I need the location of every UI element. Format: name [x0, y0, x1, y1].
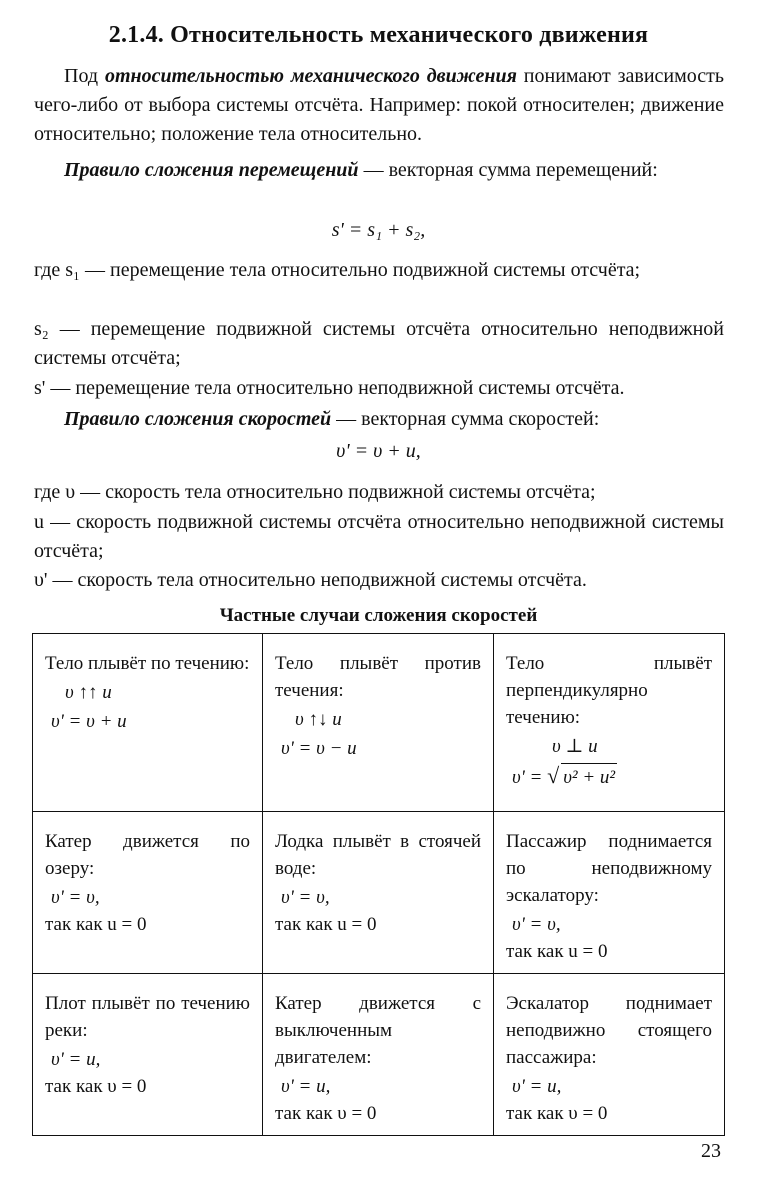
section-title: 2.1.4. Относительность механического движения [108, 22, 649, 48]
displacement-rule: Правило сложения перемещений — векторная сумма перемещений: [64, 159, 658, 181]
velocity-rule-title: Правило сложения скоростей [64, 408, 332, 430]
table-cell: Пассажир поднимается по неподвижному эскалатору: υ' = υ, так как u = 0 [494, 812, 725, 974]
intro-paragraph: Под относительностью механического движения понимают зависимость чего-либо от выбора системы отсчёта. Например: покой относителен; движение относительно; положение тела относительно. [34, 65, 725, 145]
page-number: 23 [701, 1140, 721, 1162]
table-cell: Тело плывёт против течения: υ ↑↓ u υ' = υ − u [263, 634, 494, 812]
table-row [33, 812, 725, 974]
table-cell: Тело плывёт перпендикулярно течению: υ ⊥ u υ' = √ υ² + u² [494, 634, 725, 812]
table-cell: Лодка плывёт в стоячей воде: υ' = υ, так как u = 0 [263, 812, 494, 974]
velocity-def-v: где υ — скорость тела относительно подвижной системы отсчёта; [34, 481, 596, 503]
velocity-formula: υ' = υ + u, [336, 440, 421, 462]
table-row [33, 974, 725, 1136]
table-cell: Эскалатор поднимает неподвижно стоящего пассажира: υ' = u, так как υ = 0 [494, 974, 725, 1136]
table-cell: Катер движется с выключенным двигателем: υ' = u, так как υ = 0 [263, 974, 494, 1136]
table-cell: Тело плывёт по течению: υ ↑↑ u υ' = υ + u [33, 634, 263, 812]
displacement-def-s2: s₂ — перемещение подвижной системы отсчёта относительно неподвижной системы отсчёта; [34, 318, 724, 369]
table-cell: Плот плывёт по течению реки: υ' = u, так как υ = 0 [33, 974, 263, 1136]
velocity-def-u: u — скорость подвижной системы отсчёта относительно неподвижной системы отсчёта; [34, 511, 724, 562]
displacement-def-s1: где s₁ — перемещение тела относительно подвижной системы отсчёта; [34, 259, 641, 281]
velocity-rule: Правило сложения скоростей — векторная сумма скоростей: [64, 408, 600, 430]
intro-term: относительностью механического движения [104, 65, 517, 87]
velocity-def-vprime: υ' — скорость тела относительно неподвижной системы отсчёта. [34, 569, 587, 591]
table-row [33, 634, 725, 812]
displacement-def-s: s' — перемещение тела относительно неподвижной системы отсчёта. [34, 377, 625, 399]
table-cell: Катер движется по озеру: υ' = υ, так как u = 0 [33, 812, 263, 974]
table-caption: Частные случаи сложения скоростей [219, 605, 538, 626]
sqrt-expression: υ² + u² [561, 763, 617, 791]
displacement-rule-title: Правило сложения перемещений [64, 159, 359, 181]
velocity-cases-table [32, 633, 725, 1136]
displacement-formula: s' = s₁ + s₂, [331, 219, 426, 241]
